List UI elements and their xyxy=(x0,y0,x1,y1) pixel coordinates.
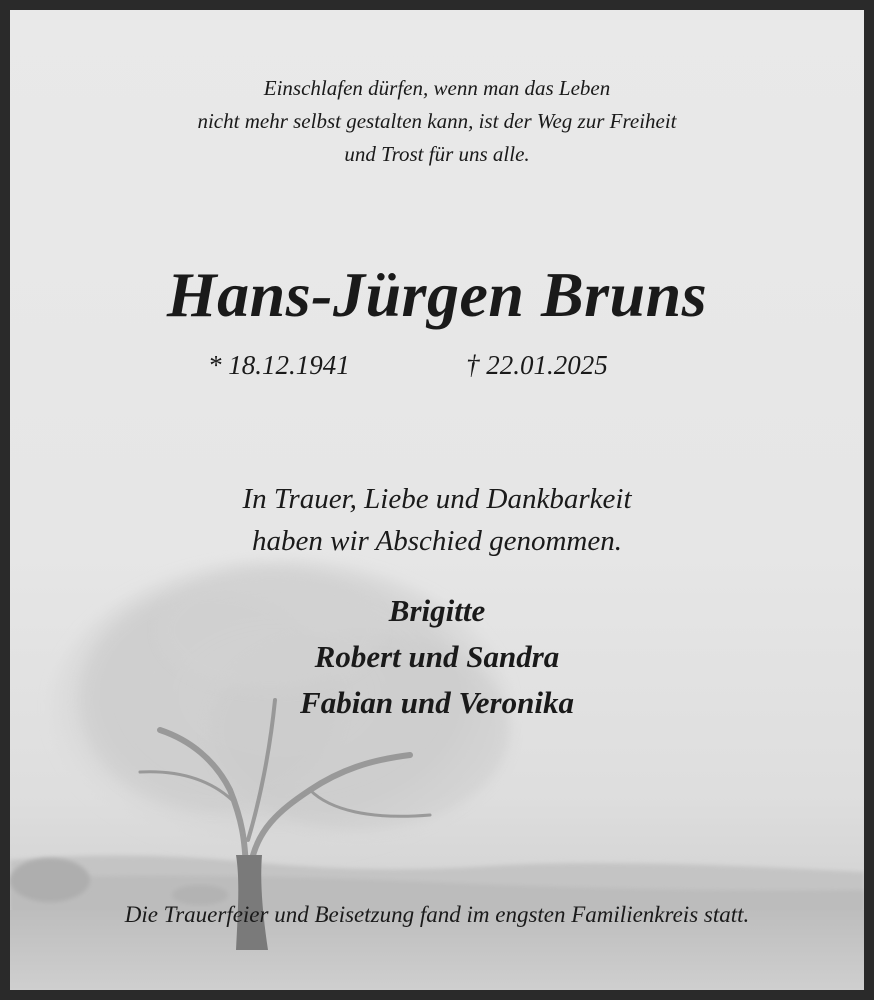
deceased-name: Hans-Jürgen Bruns xyxy=(166,259,708,330)
memorial-quote xyxy=(10,72,864,171)
mourning-line: In Trauer, Liebe und Dankbarkeit xyxy=(242,483,632,515)
family-member: Fabian und Veronika xyxy=(300,685,574,720)
quote-line: und Trost für uns alle. xyxy=(344,142,530,166)
mourning-line: haben wir Abschied genommen. xyxy=(252,525,622,557)
life-dates xyxy=(10,350,864,386)
family-signatures xyxy=(10,588,864,726)
funeral-notice: Die Trauerfeier und Beisetzung fand im engsten Familienkreis statt. xyxy=(124,902,750,927)
quote-line: nicht mehr selbst gestalten kann, ist der Weg zur Freiheit xyxy=(197,109,677,133)
mourning-statement xyxy=(10,478,864,562)
quote-line: Einschlafen dürfen, wenn man das Leben xyxy=(263,76,611,100)
family-member: Brigitte xyxy=(388,593,486,628)
obituary-card xyxy=(10,10,864,990)
family-member: Robert und Sandra xyxy=(314,639,560,674)
death-date: † 22.01.2025 xyxy=(466,350,608,380)
birth-date: * 18.12.1941 xyxy=(208,350,350,380)
